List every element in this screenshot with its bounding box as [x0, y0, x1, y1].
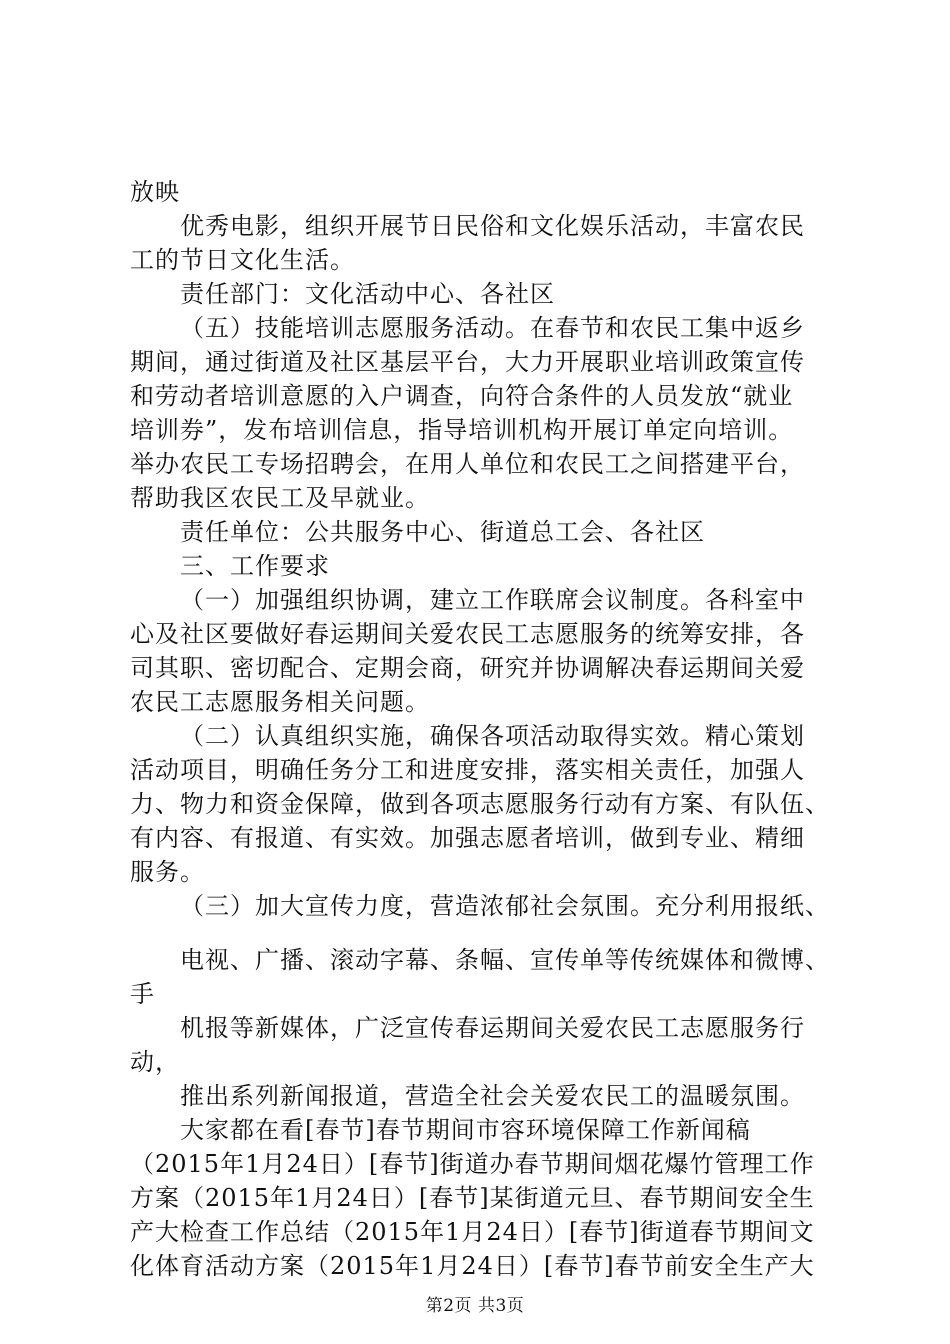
text-line: 责任单位：公共服务中心、街道总工会、各社区 [180, 518, 705, 546]
page-number-footer: 第2页 共3页 [425, 1296, 525, 1316]
text-line: 司其职、密切配合、定期会商，研究并协调解决春运期间关爱 [130, 654, 805, 682]
related-articles-line: （2015年1月24日）[春节]街道办春节期间烟花爆竹管理工作 [130, 1150, 815, 1178]
text-line: 培训券”，发布培训信息，指导培训机构开展订单定向培训。 [130, 416, 794, 444]
text-line: 责任部门：文化活动中心、各社区 [180, 280, 555, 308]
text-line: 放映 [130, 178, 180, 206]
text-line: （三）加大宣传力度，营造浓郁社会氛围。充分利用报纸、 [180, 892, 830, 920]
related-articles-line: 产大检查工作总结（2015年1月24日）[春节]街道春节期间文 [130, 1218, 815, 1246]
text-line: 工的节日文化生活。 [130, 246, 355, 274]
text-line: 帮助我区农民工及早就业。 [130, 484, 430, 512]
text-line: 和劳动者培训意愿的入户调查，向符合条件的人员发放“就业 [130, 382, 794, 410]
text-line: 机报等新媒体，广泛宣传春运期间关爱农民工志愿服务行 [180, 1014, 805, 1042]
text-line: 动， [130, 1048, 180, 1076]
text-line: 服务。 [130, 858, 205, 886]
text-line: （一）加强组织协调，建立工作联席会议制度。各科室中 [180, 586, 805, 614]
text-line: 优秀电影，组织开展节日民俗和文化娱乐活动，丰富农民 [180, 212, 805, 240]
related-articles-line: 大家都在看[春节]春节期间市容环境保障工作新闻稿 [180, 1116, 751, 1144]
text-line: 举办农民工专场招聘会，在用人单位和农民工之间搭建平台， [130, 450, 805, 478]
text-line: 农民工志愿服务相关问题。 [130, 688, 430, 716]
text-line: 期间，通过街道及社区基层平台，大力开展职业培训政策宣传 [130, 348, 805, 376]
related-articles-line: 化体育活动方案（2015年1月24日）[春节]春节前安全生产大 [130, 1252, 815, 1280]
section-heading: 三、工作要求 [180, 552, 330, 580]
text-line: 有内容、有报道、有实效。加强志愿者培训，做到专业、精细 [130, 824, 805, 852]
text-line: 心及社区要做好春运期间关爱农民工志愿服务的统筹安排，各 [130, 620, 805, 648]
text-line: （二）认真组织实施，确保各项活动取得实效。精心策划 [180, 722, 805, 750]
related-articles-line: 方案（2015年1月24日）[春节]某街道元旦、春节期间安全生 [130, 1184, 815, 1212]
text-line: （五）技能培训志愿服务活动。在春节和农民工集中返乡 [180, 314, 805, 342]
text-line: 手 [130, 980, 155, 1008]
text-line: 电视、广播、滚动字幕、条幅、宣传单等传统媒体和微博、 [180, 946, 830, 974]
text-line: 力、物力和资金保障，做到各项志愿服务行动有方案、有队伍、 [130, 790, 830, 818]
text-line: 活动项目，明确任务分工和进度安排，落实相关责任，加强人 [130, 756, 805, 784]
text-line: 推出系列新闻报道，营造全社会关爱农民工的温暖氛围。 [180, 1082, 805, 1110]
